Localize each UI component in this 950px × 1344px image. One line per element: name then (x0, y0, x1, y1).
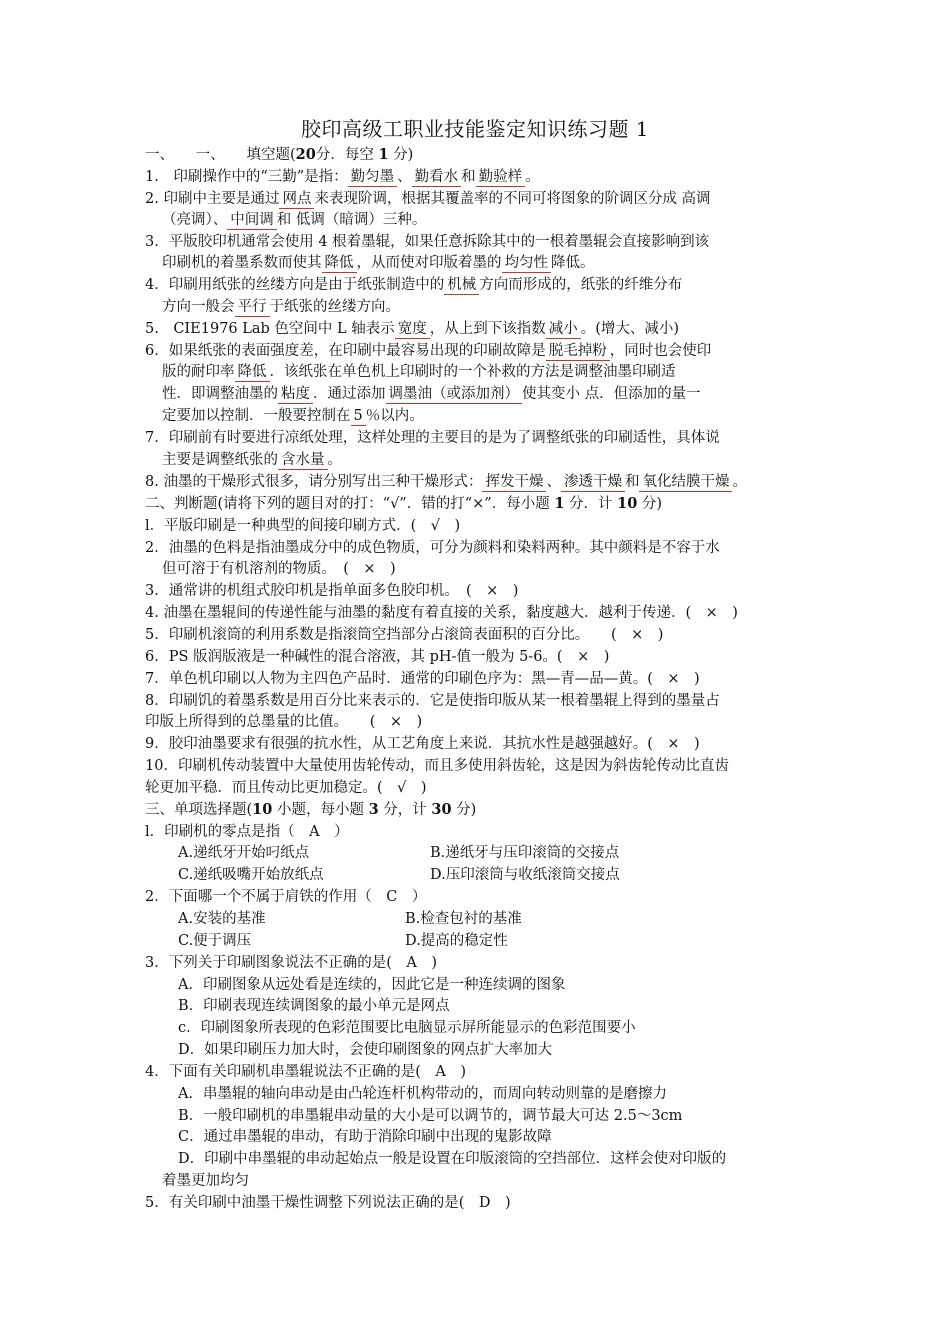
text-segment: A．串墨辊的轴向串动是由凸轮连杆机构带动的，而周向转动则靠的是磨擦力 (178, 1086, 667, 1102)
text-line (162, 253, 595, 273)
text-segment: B．印刷表现连续调图象的最小单元是网点 (178, 998, 450, 1014)
text-segment: l．印刷机的零点是指（ A ） (145, 824, 349, 840)
text-line (178, 1149, 726, 1169)
text-line (162, 297, 400, 317)
text-segment: 6．如果纸张的表面强度差，在印刷中最容易出现的印刷故障是 (145, 343, 546, 359)
text-segment: 1 (554, 495, 565, 512)
text-line (178, 865, 324, 885)
text-line (145, 581, 518, 601)
answer-blank: 平行 (235, 299, 270, 317)
answer-blank: 勤看水 (412, 169, 462, 187)
text-line (145, 800, 476, 820)
text-line (162, 384, 701, 404)
text-segment: C.递纸吸嘴开始放纸点 (178, 867, 324, 883)
text-segment: 。 (525, 169, 540, 185)
text-segment: 使其变小 点．但添加的量一 (522, 386, 701, 402)
text-segment: 3．通常讲的机组式胶印机是指单面多色胶印机。 ( × ) (145, 583, 519, 599)
text-line (145, 822, 349, 842)
text-segment: 8．印刷饥的着墨系数是用百分比来表示的．它是使指印版从某一根着墨辊上得到的墨量占 (145, 693, 720, 709)
text-segment: 和 低调（暗调）三种。 (276, 212, 427, 228)
text-line (162, 210, 426, 230)
text-segment: 着墨更加均匀 (162, 1173, 249, 1189)
answer-blank: 勤验样 (476, 169, 526, 187)
text-line (178, 1084, 667, 1104)
answer-blank: 机械 (444, 277, 479, 295)
text-segment: 三、单项选择题( (145, 802, 253, 818)
answer-blank: 粘度 (278, 386, 313, 404)
text-segment: 二、判断题(请将下列的题目对的打：“√”．错的打“×”．每小题 (145, 496, 555, 512)
text-segment: 2．油墨的色料是指油墨成分中的成色物质，可分为颜料和染料两种。其中颜料是不容于水 (145, 540, 720, 556)
text-line (430, 865, 620, 885)
text-segment: 。 (327, 452, 342, 468)
text-segment: ，从而使对印版着墨的 (356, 255, 502, 271)
text-segment: 印版上所得到的总墨量的比值。 ( × ) (145, 714, 423, 730)
text-line (145, 603, 738, 623)
answer-blank: 均匀性 (502, 255, 552, 273)
text-segment: 分) (451, 802, 477, 818)
text-line (145, 167, 540, 187)
text-segment: D．如果印刷压力加大时，会使印刷图象的网点扩大率加大 (178, 1042, 553, 1058)
text-segment: ％以内。 (365, 408, 424, 424)
text-segment: 分) (388, 147, 414, 163)
text-segment: 性．即调整油墨的 (162, 386, 278, 402)
text-line (145, 341, 711, 361)
text-segment: 6．PS 版润版液是一种碱性的混合溶液，其 pH-值一般为 5-6。( × ) (145, 649, 610, 665)
text-segment: ，从上到下该指数 (429, 321, 546, 337)
text-segment: 9．胶印油墨要求有很强的抗水性，从工艺角度上来说．其抗水性是越强越好。( × ) (145, 736, 700, 752)
text-segment: B.递纸牙与压印滚筒的交接点 (430, 845, 620, 861)
text-line (430, 843, 619, 863)
text-line (145, 232, 709, 252)
text-segment: 但可溶于有机溶剂的物质。 ( × ) (162, 561, 396, 577)
text-segment: D.压印滚筒与收纸滚筒交接点 (430, 867, 620, 883)
text-line (145, 691, 720, 711)
text-line (145, 472, 747, 492)
text-segment: A.安装的基准 (178, 911, 266, 927)
text-segment: 10 (252, 801, 273, 818)
text-segment: 和 (624, 474, 640, 490)
text-segment: 3．下列关于印刷图象说法不正确的是( A ) (145, 955, 438, 971)
text-line (145, 145, 413, 165)
text-line (145, 1193, 511, 1213)
text-line (162, 559, 396, 579)
text-line (405, 909, 522, 929)
answer-blank: 勤匀墨 (348, 169, 398, 187)
text-line (162, 362, 676, 382)
text-line (145, 712, 422, 732)
text-line (178, 843, 309, 863)
text-line (145, 669, 700, 689)
text-segment: C.便于调压 (178, 933, 252, 949)
text-line (145, 516, 460, 536)
answer-blank: 降低 (235, 364, 270, 382)
text-segment: 3．平版胶印机通常会使用 4 根着墨辊，如果任意拆除其中的一根着墨辊会直接影响到该 (145, 234, 710, 250)
text-segment: 、 (397, 169, 412, 185)
text-segment: A．印刷图象从远处看是连续的，因此它是一种连续调的图象 (178, 977, 566, 993)
text-line (178, 1127, 552, 1147)
text-segment: 10 (617, 495, 638, 512)
text-segment: B.检查包衬的基准 (405, 911, 522, 927)
text-line (145, 189, 711, 209)
text-line (145, 756, 729, 776)
text-segment: 于纸张的丝缕方向。 (269, 299, 400, 315)
text-line (162, 450, 342, 470)
text-segment: 2. 印刷中主要是通过 (145, 191, 280, 207)
text-line (178, 909, 266, 929)
text-segment: D．印刷中串墨辊的串动起始点一般是设置在印版滚筒的空挡部位．这样会使对印版的 (178, 1151, 727, 1167)
answer-blank: 5 (351, 408, 366, 426)
answer-blank: 脱毛掉粉 (546, 343, 610, 361)
text-segment: 8. 油墨的干燥形式很多，请分别写出三种干燥形式： (145, 474, 483, 490)
text-segment: 一、 一、 填空题( (145, 147, 296, 163)
answer-blank: 渗透干燥 (561, 474, 625, 492)
answer-blank: 氧化结膜干燥 (639, 474, 732, 492)
text-line (145, 625, 663, 645)
answer-blank: 中间调 (227, 212, 277, 230)
text-segment: 3 (368, 801, 379, 818)
text-segment: 主要是调整纸张的 (162, 452, 278, 468)
text-segment: 降低。 (551, 255, 595, 271)
text-segment: 方向一般会 (162, 299, 235, 315)
text-segment: 小题，每小题 (272, 802, 369, 818)
text-line (178, 975, 565, 995)
text-segment: 2．下面哪一个不属于肩铁的作用（ C ） (145, 889, 427, 905)
text-line (145, 428, 720, 448)
text-line (162, 1171, 249, 1191)
text-segment: 5. CIE1976 Lab 色空间中 L 轴表示 (145, 321, 395, 337)
text-segment: 轮更加平稳．而且传动比更加稳定。( √ ) (145, 780, 427, 796)
text-line (145, 275, 682, 295)
text-segment: 分，计 (378, 802, 432, 818)
text-segment: C．通过串墨辊的串动，有助于消除印刷中出现的鬼影故障 (178, 1129, 552, 1145)
text-segment: （亮调）、 (162, 212, 228, 228)
answer-blank: 减小 (546, 321, 581, 339)
text-segment: 7．单色机印刷以人物为主四色产品时．通常的印刷色序为：黑—青—品—黄。( × ) (145, 671, 700, 687)
text-segment: 10．印刷机传动装置中大量使用齿轮传动，而且多使用斜齿轮，这是因为斜齿轮传动比直齿 (145, 758, 729, 774)
text-line (145, 538, 720, 558)
text-segment: 分．计 (564, 496, 618, 512)
text-line (145, 1062, 466, 1082)
text-segment: 1. 印刷操作中的“三勤”是指： (145, 169, 348, 185)
text-line (145, 887, 426, 907)
text-segment: 30 (431, 801, 452, 818)
text-segment: 来表现阶调，根据其覆盖率的不同可将图象的阶调区分成 高调 (314, 191, 711, 207)
answer-blank: 调墨油（或添加剂） (386, 386, 523, 404)
text-segment: 。(增大、减小) (580, 321, 680, 337)
text-segment: l．平版印刷是一种典型的间接印刷方式．( √ ) (145, 518, 461, 534)
text-line (145, 494, 662, 514)
text-segment: 分) (637, 496, 663, 512)
text-segment: 版的耐印率 (162, 364, 235, 380)
text-line (178, 931, 251, 951)
text-line (178, 1040, 552, 1060)
text-segment: 20 (295, 146, 316, 163)
text-segment: A.递纸牙开始叼纸点 (178, 845, 310, 861)
text-line (145, 953, 437, 973)
text-segment: D.提高的稳定性 (405, 933, 508, 949)
answer-blank: 宽度 (395, 321, 430, 339)
text-line (145, 319, 679, 339)
answer-blank: 网点 (279, 191, 314, 209)
text-segment: 4. 油墨在墨辊间的传递性能与油墨的黏度有着直接的关系，黏度越大．越利于传递．( × ) (145, 605, 738, 621)
text-segment: 印刷机的着墨系数而使其 (162, 255, 322, 271)
text-segment: 和 (461, 169, 476, 185)
text-segment: ．通过添加 (313, 386, 386, 402)
text-line (145, 734, 700, 754)
text-segment: 方向而形成的，纸张的纤维分布 (479, 277, 683, 293)
answer-blank: 挥发干燥 (482, 474, 546, 492)
text-segment: 。 (732, 474, 747, 490)
text-segment: c．印刷图象所表现的色彩范围要比电脑显示屏所能显示的色彩范围要小 (178, 1020, 636, 1036)
text-line (178, 996, 450, 1016)
text-segment: 4．印刷用纸张的丝缕方向是由于纸张制造中的 (145, 277, 445, 293)
text-line (178, 1018, 636, 1038)
text-line (162, 406, 424, 426)
text-segment: 、 (546, 474, 561, 490)
text-segment: 5．印刷机滚筒的利用系数是指滚筒空挡部分占滚筒表面积的百分比。 ( × ) (145, 627, 664, 643)
answer-blank: 含水量 (278, 452, 328, 470)
text-segment: ．该纸张在单色机上印刷时的一个补救的方法是调整油墨印刷适 (269, 364, 676, 380)
text-segment: B．一般印刷机的串墨辊串动量的大小是可以调节的，调节最大可达 2.5～3cm (178, 1108, 683, 1124)
text-line (405, 931, 508, 951)
text-line (145, 778, 427, 798)
text-segment: 4．下面有关印刷机串墨辊说法不正确的是( A ) (145, 1064, 467, 1080)
text-segment: ，同时也会使印 (609, 343, 712, 359)
text-segment: 5．有关印刷中油墨干燥性调整下列说法正确的是( D ) (145, 1195, 511, 1211)
text-line (178, 1106, 682, 1126)
text-line (145, 647, 609, 667)
page-title: 胶印高级工职业技能鉴定知识练习题 1 (300, 117, 650, 141)
text-segment: 1 (378, 146, 389, 163)
text-segment: 7．印刷前有时要进行凉纸处理，这样处理的主要目的是为了调整纸张的印刷适性，具体说 (145, 430, 720, 446)
answer-blank: 降低 (322, 255, 357, 273)
text-segment: 分．每空 (315, 147, 379, 163)
text-segment: 定要加以控制．一般要控制在 (162, 408, 351, 424)
